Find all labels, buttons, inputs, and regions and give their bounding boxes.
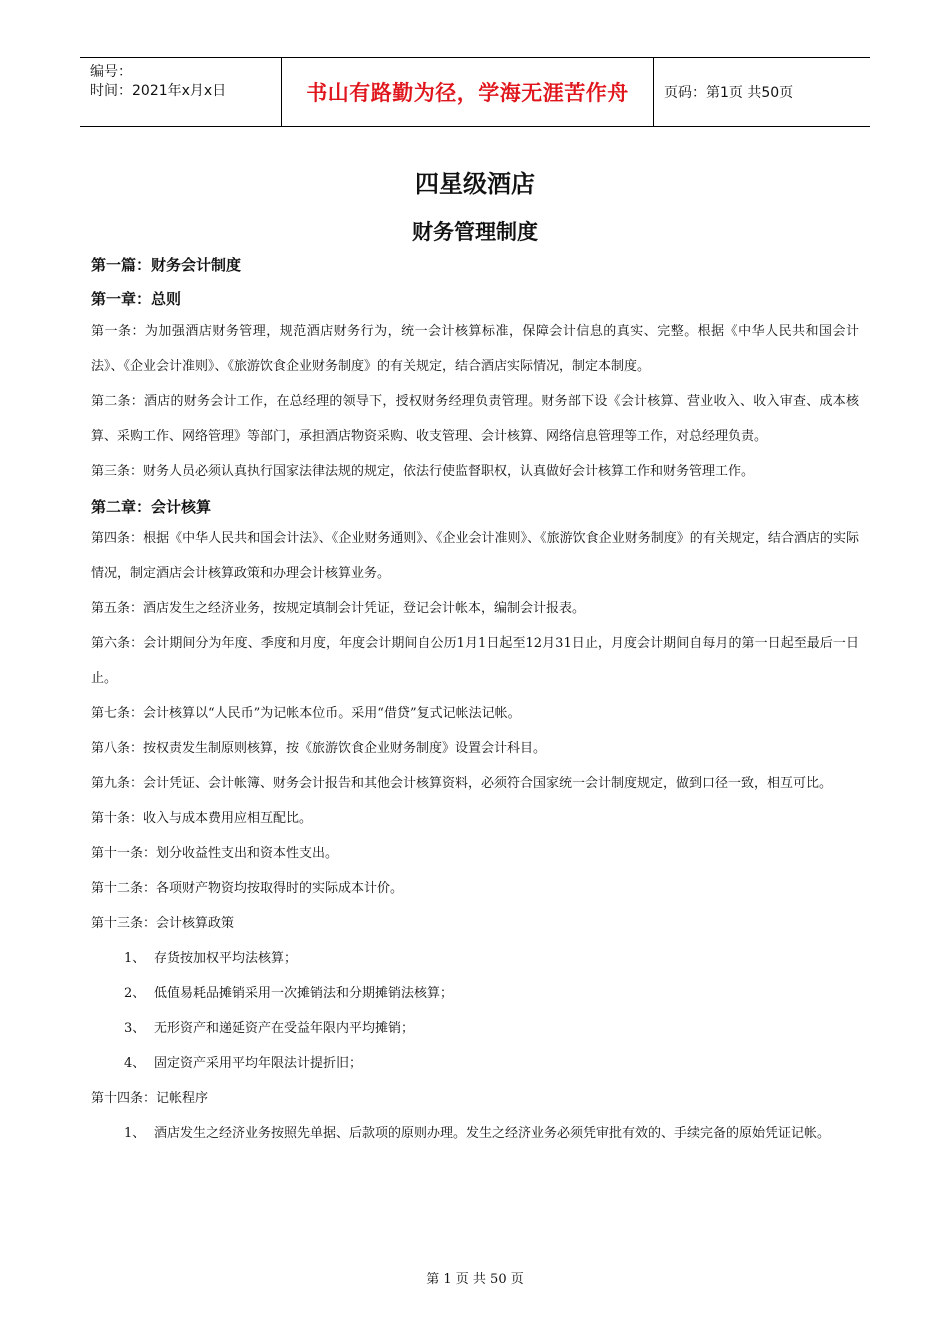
- list-item-text: 固定资产采用平均年限法计提折旧；: [154, 1056, 363, 1071]
- document-body: [91, 255, 859, 1151]
- article-9: 第九条：会计凭证、会计帐簿、财务会计报告和其他会计核算资料，必须符合国家统一会计制度规定，做到口径一致，相互可比。: [91, 776, 833, 791]
- list-item-number: 1、: [124, 951, 146, 966]
- article-8: 第八条：按权责发生制原则核算，按《旅游饮食企业财务制度》设置会计科目。: [91, 741, 547, 756]
- article-14: 第十四条：记帐程序: [91, 1091, 209, 1106]
- list-item: [91, 1046, 859, 1081]
- list-item: [91, 1011, 859, 1046]
- list-item-text: 无形资产和递延资产在受益年限内平均摊销；: [154, 1021, 415, 1036]
- list-item-text: 酒店发生之经济业务按照先单据、后款项的原则办理。发生之经济业务必须凭审批有效的、手续完备的原始凭证记帐。: [154, 1126, 831, 1141]
- document-title: 四星级酒店: [415, 170, 535, 198]
- document-subtitle: 财务管理制度: [412, 220, 538, 244]
- list-item-number: 2、: [124, 986, 146, 1001]
- document-header: [80, 57, 870, 127]
- list-item-number: 1、: [124, 1126, 146, 1141]
- chapter-heading: 第一章：总则: [91, 290, 182, 308]
- list-item-number: 3、: [124, 1021, 146, 1036]
- part-heading: 第一篇：财务会计制度: [91, 256, 242, 274]
- article-10: 第十条：收入与成本费用应相互配比。: [91, 811, 313, 826]
- header-meta: [80, 58, 281, 126]
- list-item: [91, 1116, 859, 1151]
- list-item: [91, 941, 859, 976]
- document-date: 时间：2021年x月x日: [90, 83, 227, 99]
- page-footer: 第 1 页 共 50 页: [426, 1272, 524, 1287]
- list-item-number: 4、: [124, 1056, 146, 1071]
- document-number-label: 编号：: [90, 64, 132, 80]
- list-item: [91, 976, 859, 1011]
- header-page-info: [654, 58, 870, 126]
- chapter-heading: 第二章：会计核算: [91, 498, 212, 516]
- list-item-text: 存货按加权平均法核算；: [154, 951, 298, 966]
- article-3: 第三条：财务人员必须认真执行国家法律法规的规定，依法行使监督职权，认真做好会计核算工作和财务管理工作。: [91, 464, 755, 479]
- article-7: 第七条：会计核算以“人民币”为记帐本位币。采用“借贷”复式记帐法记帐。: [91, 706, 521, 721]
- article-13: 第十三条：会计核算政策: [91, 916, 235, 931]
- article-11: 第十一条：划分收益性支出和资本性支出。: [91, 846, 339, 861]
- header-motto: 书山有路勤为径，学海无涯苦作舟: [306, 81, 629, 105]
- article-1: 第一条：为加强酒店财务管理，规范酒店财务行为，统一会计核算标准，保障会计信息的真实、完整。根据《中华人民共和国会计法》、《企业会计准则》、《旅游饮食企业财务制度》的有关规定，结合酒店实际情况，制定本制度。: [91, 324, 859, 374]
- list-item-text: 低值易耗品摊销采用一次摊销法和分期摊销法核算；: [154, 986, 454, 1001]
- article-6: 第六条：会计期间分为年度、季度和月度，年度会计期间自公历1月1日起至12月31日止，月度会计期间自每月的第一日起至最后一日止。: [91, 636, 859, 686]
- article-2: 第二条：酒店的财务会计工作，在总经理的领导下，授权财务经理负责管理。财务部下设《会计核算、营业收入、收入审查、成本核算、采购工作、网络管理》等部门，承担酒店物资采购、收支管理、会计核算、网络信息管理等工作，对总经理负责。: [91, 394, 859, 444]
- article-12: 第十二条：各项财产物资均按取得时的实际成本计价。: [91, 881, 404, 896]
- article-5: 第五条：酒店发生之经济业务，按规定填制会计凭证，登记会计帐本，编制会计报表。: [91, 601, 586, 616]
- header-motto-cell: [281, 58, 654, 126]
- article-4: 第四条：根据《中华人民共和国会计法》、《企业财务通则》、《企业会计准则》、《旅游饮食企业财务制度》的有关规定，结合酒店的实际情况，制定酒店会计核算政策和办理会计核算业务。: [91, 531, 859, 581]
- page-indicator: 页码：第1页 共50页: [664, 85, 794, 101]
